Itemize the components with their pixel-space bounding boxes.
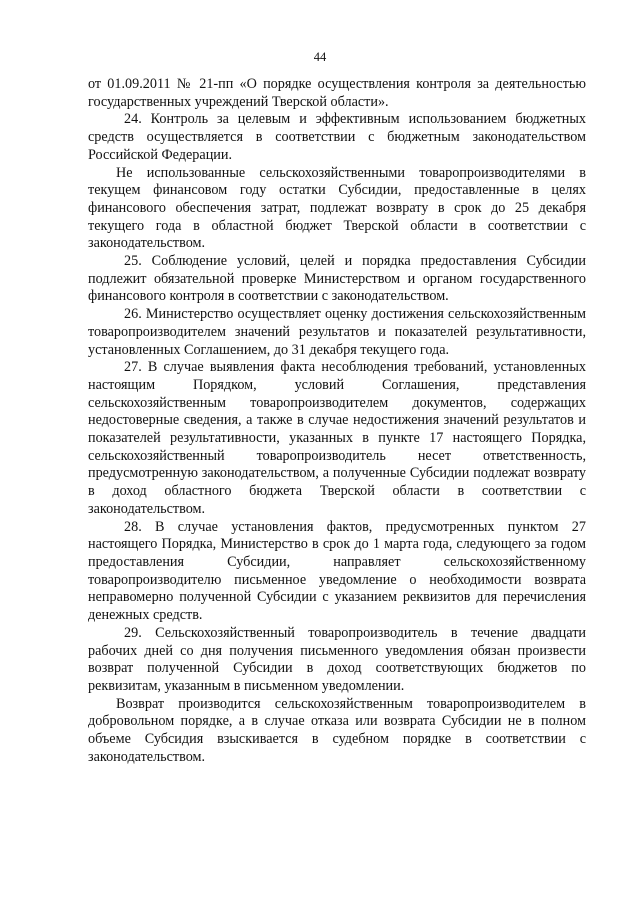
paragraph-28: 28. В случае установления фактов, предусмотренных пунктом 27 настоящего Порядка, Министерство в срок до 1 марта года, следующего за годом предоставления Субсидии, направляет сельскохозяйственному товаропроизводителю письменное уведомление о необходимости возврата неправомерно полученной Субсидии с указанием реквизитов для перечисления денежных средств. — [88, 518, 586, 624]
page-number: 44 — [313, 50, 327, 64]
paragraph-29-refund: Возврат производится сельскохозяйственным товаропроизводителем в добровольном порядке, а в случае отказа или возврата Субсидии не в полном объеме Субсидия взыскивается в судебном порядке в соответствии с законодательством. — [88, 695, 586, 765]
paragraph-24-unused-balance: Не использованные сельскохозяйственными товаропроизводителями в текущем финансовом году остатки Субсидии, предоставленные в целях финансового обеспечения затрат, подлежат возврату в срок до 25 декабря текущего года в областной бюджет Тверской области в соответствии с законодательством. — [88, 164, 586, 252]
paragraph-25: 25. Соблюдение условий, целей и порядка предоставления Субсидии подлежит обязательной проверке Министерством и органом государственного финансового контроля в соответствии с законодательством. — [88, 253, 586, 305]
paragraph-continuation: от 01.09.2011 № 21-пп «О порядке осуществления контроля за деятельностью государственных учреждений Тверской области». — [88, 76, 586, 110]
paragraph-29: 29. Сельскохозяйственный товаропроизводитель в течение двадцати рабочих дней со дня получения письменного уведомления обязан произвести возврат полученной Субсидии в доход соответствующих бюджетов по реквизитам, указанным в письменном уведомлении. — [88, 624, 586, 694]
document-body — [88, 76, 586, 766]
paragraph-24: 24. Контроль за целевым и эффективным использованием бюджетных средств осуществляется в соответствии с бюджетным законодательством Российской Федерации. — [88, 111, 586, 163]
paragraph-26: 26. Министерство осуществляет оценку достижения сельскохозяйственным товаропроизводителем значений результатов и показателей результативности, установленных Соглашением, до 31 декабря текущего года. — [88, 306, 586, 358]
paragraph-27: 27. В случае выявления факта несоблюдения требований, установленных настоящим Порядком, условий Соглашения, представления сельскохозяйственным товаропроизводителем документов, содержащих недостоверные сведения, а также в случае недостижения значений результатов и показателей результативности, указанных в пункте 17 настоящего Порядка, сельскохозяйственный товаропроизводитель несет ответственность, предусмотренную законодательством, а полученные Субсидии подлежат возврату в доход областного бюджета Тверской области в соответствии с законодательством. — [88, 359, 586, 517]
